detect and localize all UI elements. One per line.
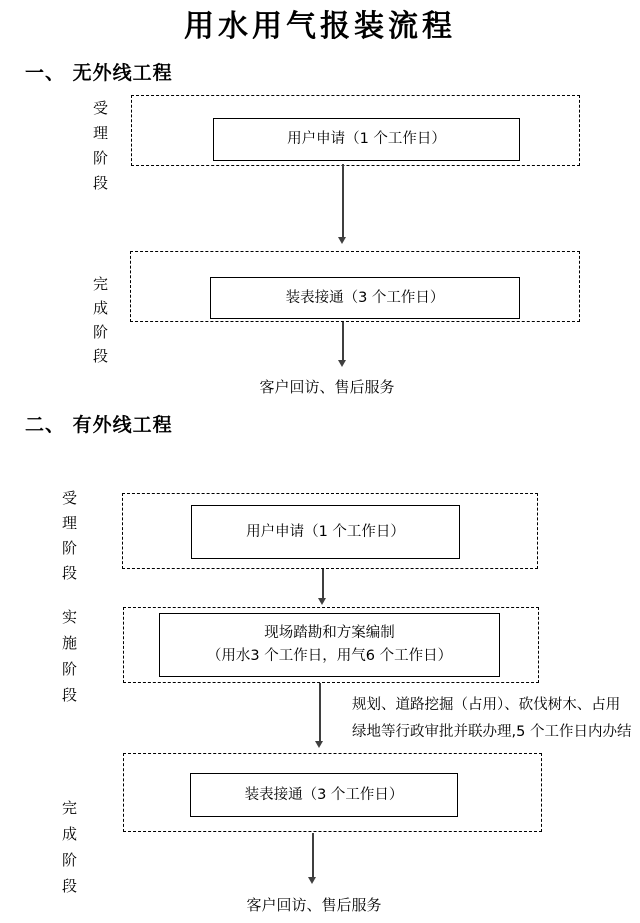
arrow-head-icon [308, 877, 316, 884]
section-1-followup-text: 客户回访、售后服务 [259, 378, 395, 396]
section-2-flow-arrow-3 [308, 833, 317, 884]
arrow-head-icon [318, 598, 326, 605]
arrow-line [319, 683, 321, 743]
section-1-user-application-label: 用户申请（1 个工作日） [287, 131, 446, 147]
annotation-line-1: 规划、道路挖掘（占用）、砍伐树木、占用 [352, 697, 621, 713]
site-survey-line-1: 现场踏勘和方案编制 [264, 625, 395, 641]
arrow-line [312, 833, 314, 879]
section-1-flow-arrow-1 [338, 164, 347, 244]
section-1-flow-arrow-2 [338, 322, 347, 367]
arrow-line [322, 569, 324, 600]
section-2-meter-connection-label: 装表接通（3 个工作日） [244, 786, 404, 803]
section-1-user-application-box [213, 118, 520, 161]
section-2-flow-arrow-1 [318, 569, 327, 605]
arrow-line [342, 164, 344, 239]
section-2-site-survey-box [159, 613, 500, 677]
arrow-head-icon [315, 741, 323, 748]
annotation-line-2: 绿地等行政审批并联办理,5 个工作日内办结 [352, 724, 632, 740]
section-1-completion-stage-label: 完成阶段 [92, 275, 108, 365]
section-2-meter-connection-box [190, 773, 458, 817]
arrow-line [342, 322, 344, 362]
parallel-approval-annotation [352, 692, 631, 746]
section-2-completion-stage-label: 完成阶段 [61, 799, 77, 895]
section-2-followup-text: 客户回访、售后服务 [246, 896, 382, 914]
section-2-heading: 二、 有外线工程 [25, 414, 173, 436]
section-1-meter-connection-label: 装表接通（3 个工作日） [285, 289, 445, 306]
section-2-user-application-label: 用户申请（1 个工作日） [246, 523, 405, 540]
section-1-acceptance-stage-label: 受理阶段 [92, 99, 108, 192]
page-title: 用水用气报装流程 [184, 9, 456, 44]
section-2-acceptance-stage-label: 受理阶段 [61, 489, 77, 582]
section-2-implementation-stage-label: 实施阶段 [61, 608, 77, 704]
section-2-flow-arrow-2 [315, 683, 324, 748]
section-1-meter-connection-box [210, 277, 520, 319]
section-1-heading: 一、 无外线工程 [25, 62, 173, 84]
section-2-user-application-box [191, 505, 460, 559]
site-survey-line-2: （用水3 个工作日，用气6 个工作日） [206, 648, 453, 664]
arrow-head-icon [338, 237, 346, 244]
arrow-head-icon [338, 360, 346, 367]
